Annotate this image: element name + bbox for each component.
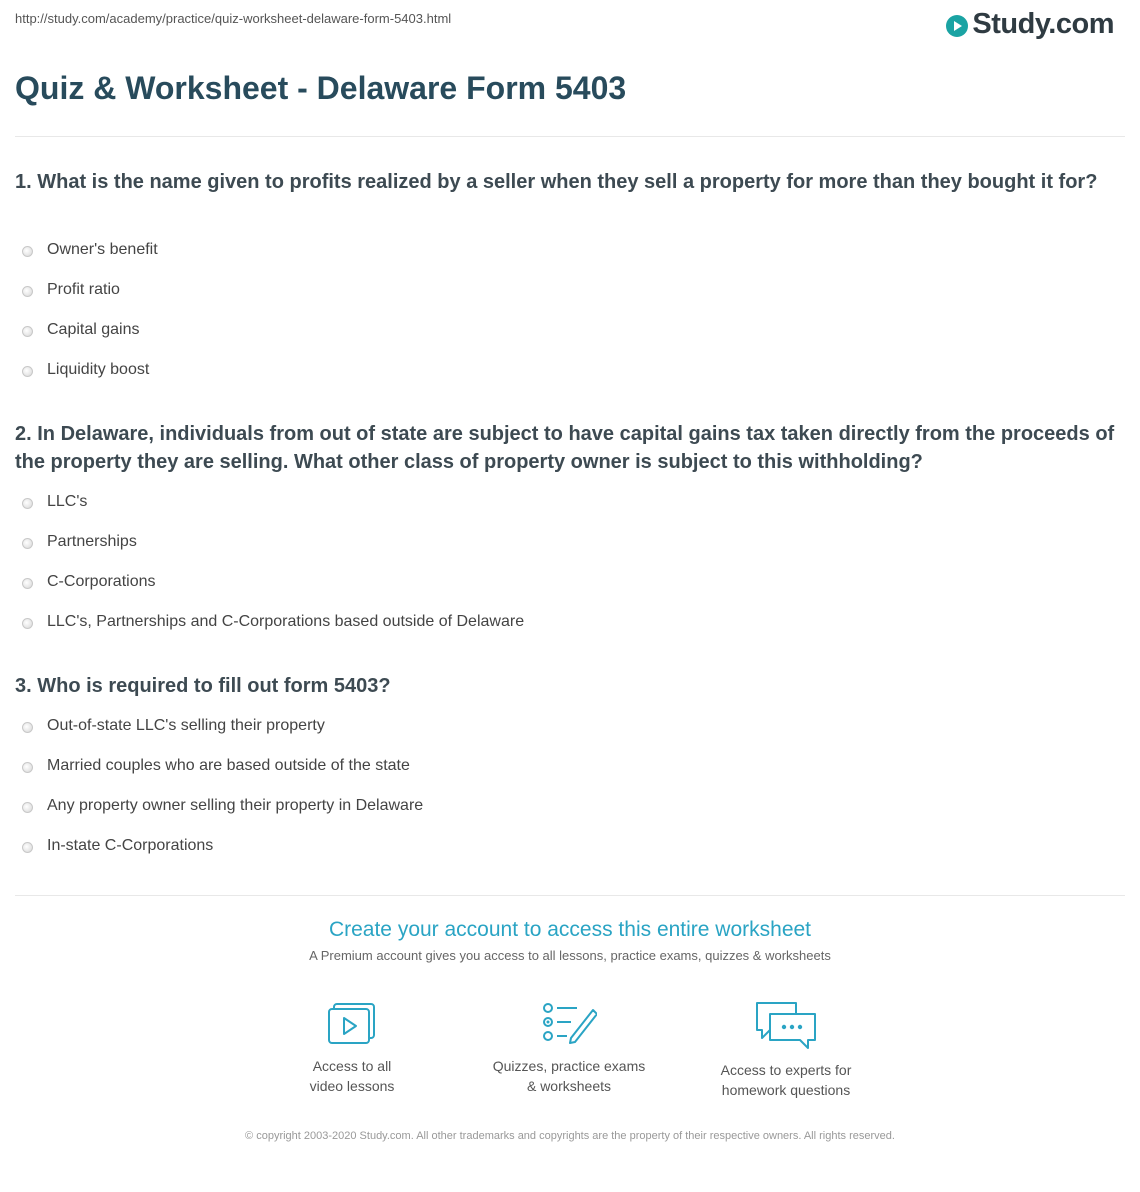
q3-option-4[interactable] bbox=[22, 837, 213, 855]
option-label: In-state C-Corporations bbox=[47, 837, 214, 854]
option-label: Partnerships bbox=[47, 533, 137, 550]
option-label: C-Corporations bbox=[47, 573, 156, 590]
feature-label-line1: Access to experts for bbox=[720, 1062, 852, 1078]
feature-label-line1: Access to all bbox=[312, 1058, 392, 1074]
option-label: Capital gains bbox=[47, 321, 140, 338]
radio-button[interactable] bbox=[22, 326, 33, 337]
option-label: LLC's, Partnerships and C-Corporations based outside of Delaware bbox=[47, 613, 525, 630]
radio-button[interactable] bbox=[22, 578, 33, 589]
question-1: 1. What is the name given to profits realized by a seller when they sell a property for more than they bought it for? bbox=[15, 171, 1098, 193]
feature-label-line1: Quizzes, practice exams bbox=[492, 1058, 646, 1074]
option-label: Any property owner selling their property in Delaware bbox=[47, 797, 424, 814]
create-account-link[interactable]: Create your account to access this entire worksheet bbox=[328, 918, 812, 941]
q1-option-2[interactable] bbox=[22, 281, 120, 299]
page-title: Quiz & Worksheet - Delaware Form 5403 bbox=[15, 70, 627, 106]
study-logo[interactable] bbox=[946, 8, 1114, 41]
radio-button[interactable] bbox=[22, 366, 33, 377]
q2-option-3[interactable] bbox=[22, 573, 155, 591]
feature-label-line2: & worksheets bbox=[526, 1078, 612, 1094]
logo-text: Study.com bbox=[972, 8, 1114, 40]
q1-option-3[interactable] bbox=[22, 321, 140, 339]
option-label: Out-of-state LLC's selling their property bbox=[47, 717, 325, 734]
question-3: 3. Who is required to fill out form 5403? bbox=[15, 675, 391, 697]
option-label: Married couples who are based outside of the state bbox=[47, 757, 410, 774]
divider bbox=[15, 136, 1125, 137]
feature-video-lessons bbox=[252, 1000, 452, 1096]
q2-option-2[interactable] bbox=[22, 533, 137, 551]
quiz-checklist-icon bbox=[541, 1000, 597, 1046]
divider bbox=[15, 895, 1125, 896]
option-label: LLC's bbox=[47, 493, 88, 510]
cta-subtitle: A Premium account gives you access to all lessons, practice exams, quizzes & worksheets bbox=[309, 948, 831, 963]
q2-option-4[interactable] bbox=[22, 613, 524, 631]
q3-option-3[interactable] bbox=[22, 797, 423, 815]
radio-button[interactable] bbox=[22, 722, 33, 733]
radio-button[interactable] bbox=[22, 618, 33, 629]
page-url: http://study.com/academy/practice/quiz-worksheet-delaware-form-5403.html bbox=[15, 11, 452, 26]
feature-quizzes bbox=[469, 1000, 669, 1096]
q1-option-4[interactable] bbox=[22, 361, 149, 379]
question-2: 2. In Delaware, individuals from out of state are subject to have capital gains tax taken directly from the proceeds of the property they are selling. What other class of property owner is subject to this withholding? bbox=[15, 423, 1115, 473]
radio-button[interactable] bbox=[22, 802, 33, 813]
radio-button[interactable] bbox=[22, 246, 33, 257]
copyright-notice: © copyright 2003-2020 Study.com. All other trademarks and copyrights are the property of their respective owners. All rights reserved. bbox=[245, 1130, 895, 1142]
option-label: Profit ratio bbox=[47, 281, 120, 298]
feature-experts bbox=[686, 1000, 886, 1100]
radio-button[interactable] bbox=[22, 762, 33, 773]
feature-label-line2: video lessons bbox=[309, 1078, 395, 1094]
radio-button[interactable] bbox=[22, 498, 33, 509]
q1-option-1[interactable] bbox=[22, 241, 158, 259]
radio-button[interactable] bbox=[22, 538, 33, 549]
q2-option-1[interactable] bbox=[22, 493, 87, 511]
option-label: Owner's benefit bbox=[47, 241, 158, 258]
option-label: Liquidity boost bbox=[47, 361, 150, 378]
q3-option-2[interactable] bbox=[22, 757, 410, 775]
q3-option-1[interactable] bbox=[22, 717, 325, 735]
feature-label-line2: homework questions bbox=[721, 1082, 851, 1098]
chat-bubbles-icon bbox=[754, 1000, 818, 1050]
radio-button[interactable] bbox=[22, 842, 33, 853]
play-logo-icon bbox=[946, 15, 968, 37]
radio-button[interactable] bbox=[22, 286, 33, 297]
video-lessons-icon bbox=[326, 1000, 378, 1046]
